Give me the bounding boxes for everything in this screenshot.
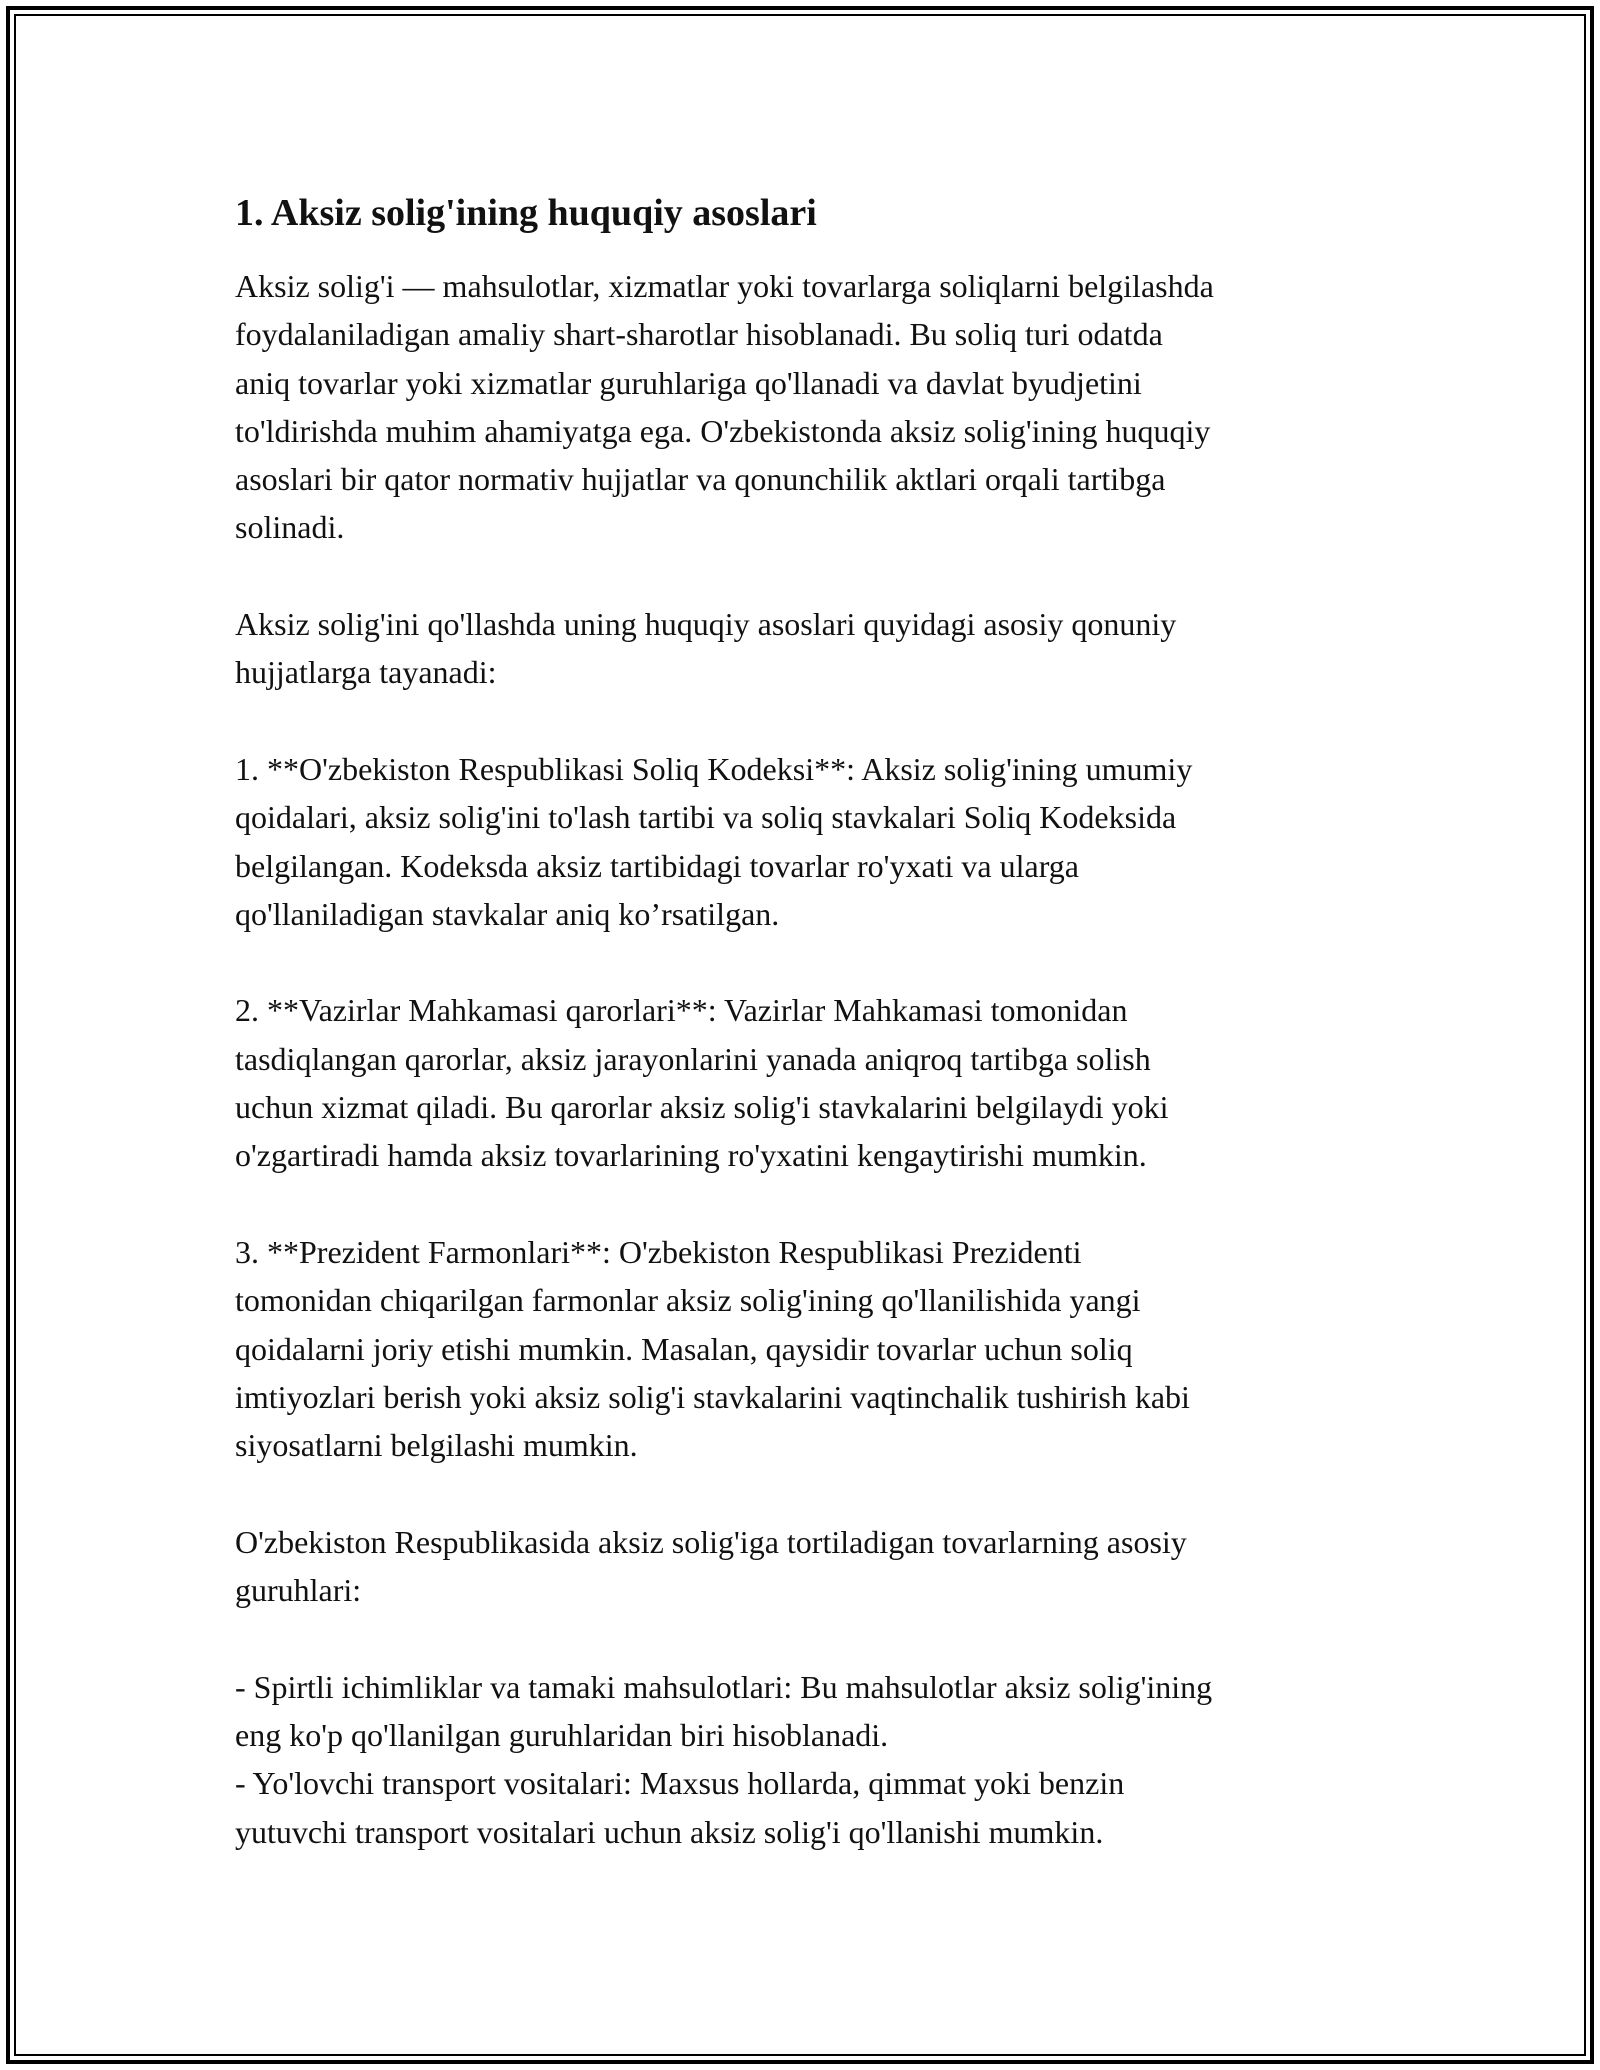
document-body: Aksiz solig'i — mahsulotlar, xizmatlar yoki tovarlarga soliqlarni belgilashda foydalaniladigan amaliy shart-sharotlar hisoblanadi. Bu soliq turi odatda aniq tovarlar yoki xizmatlar guruhlariga qo'llanadi va davlat byudjetini to'ldirishda muhim ahamiyatga ega. O'zbekistonda aksiz solig'ining huquqiy asoslari bir qator normativ hujjatlar va qonunchilik aktlari orqali tartibga solinadi. Aksiz solig'ini qo'llashda uning huquqiy asoslari quyidagi asosiy qonuniy hujjatlarga tayanadi: 1. **O'zbekiston Respublikasi Soliq Kodeksi**: Aksiz solig'ining umumiy qoidalari, aksiz solig'ini to'lash tartibi va soliq stavkalari Soliq Kodeksida belgilangan. Kodeksda aksiz tartibidagi tovarlar ro'yxati va ularga qo'llaniladigan stavkalar aniq ko’rsatilgan. 2. **Vazirlar Mahkamasi qarorlari**: Vazirlar Mahkamasi tomonidan tasdiqlangan qarorlar, aksiz jarayonlarini yanada aniqroq tartibga solish uchun xizmat qiladi. Bu qarorlar aksiz solig'i stavkalarini belgilaydi yoki o'zgartiradi hamda aksiz tovarlarining ro'yxatini kengaytirishi mumkin. 3. **Prezident Farmonlari**: O'zbekiston Respublikasi Prezidenti tomonidan chiqarilgan farmonlar aksiz solig'ining qo'llanilishida yangi qoidalarni joriy etishi mumkin. Masalan, qaysidir tovarlar uchun soliq imtiyozlari berish yoki aksiz solig'i stavkalarini vaqtinchalik tushirish kabi siyosatlarni belgilashi mumkin. O'zbekiston Respublikasida aksiz solig'iga tortiladigan tovarlarning asosiy guruhlari: - Spirtli ichimliklar va tamaki mahsulotlari: Bu mahsulotlar aksiz solig'ining eng ko'p qo'llanilgan guruhlaridan biri hisoblanadi. - Yo'lovchi transport vositalari: Maxsus hollarda, qimmat yoki benzin yutuvchi transport vositalari uchun aksiz solig'i qo'llanishi mumkin. bbox=[235, 268, 1214, 1850]
document-content bbox=[235, 186, 1395, 1856]
document-title: 1. Aksiz solig'ining huquqiy asoslari bbox=[235, 192, 817, 234]
